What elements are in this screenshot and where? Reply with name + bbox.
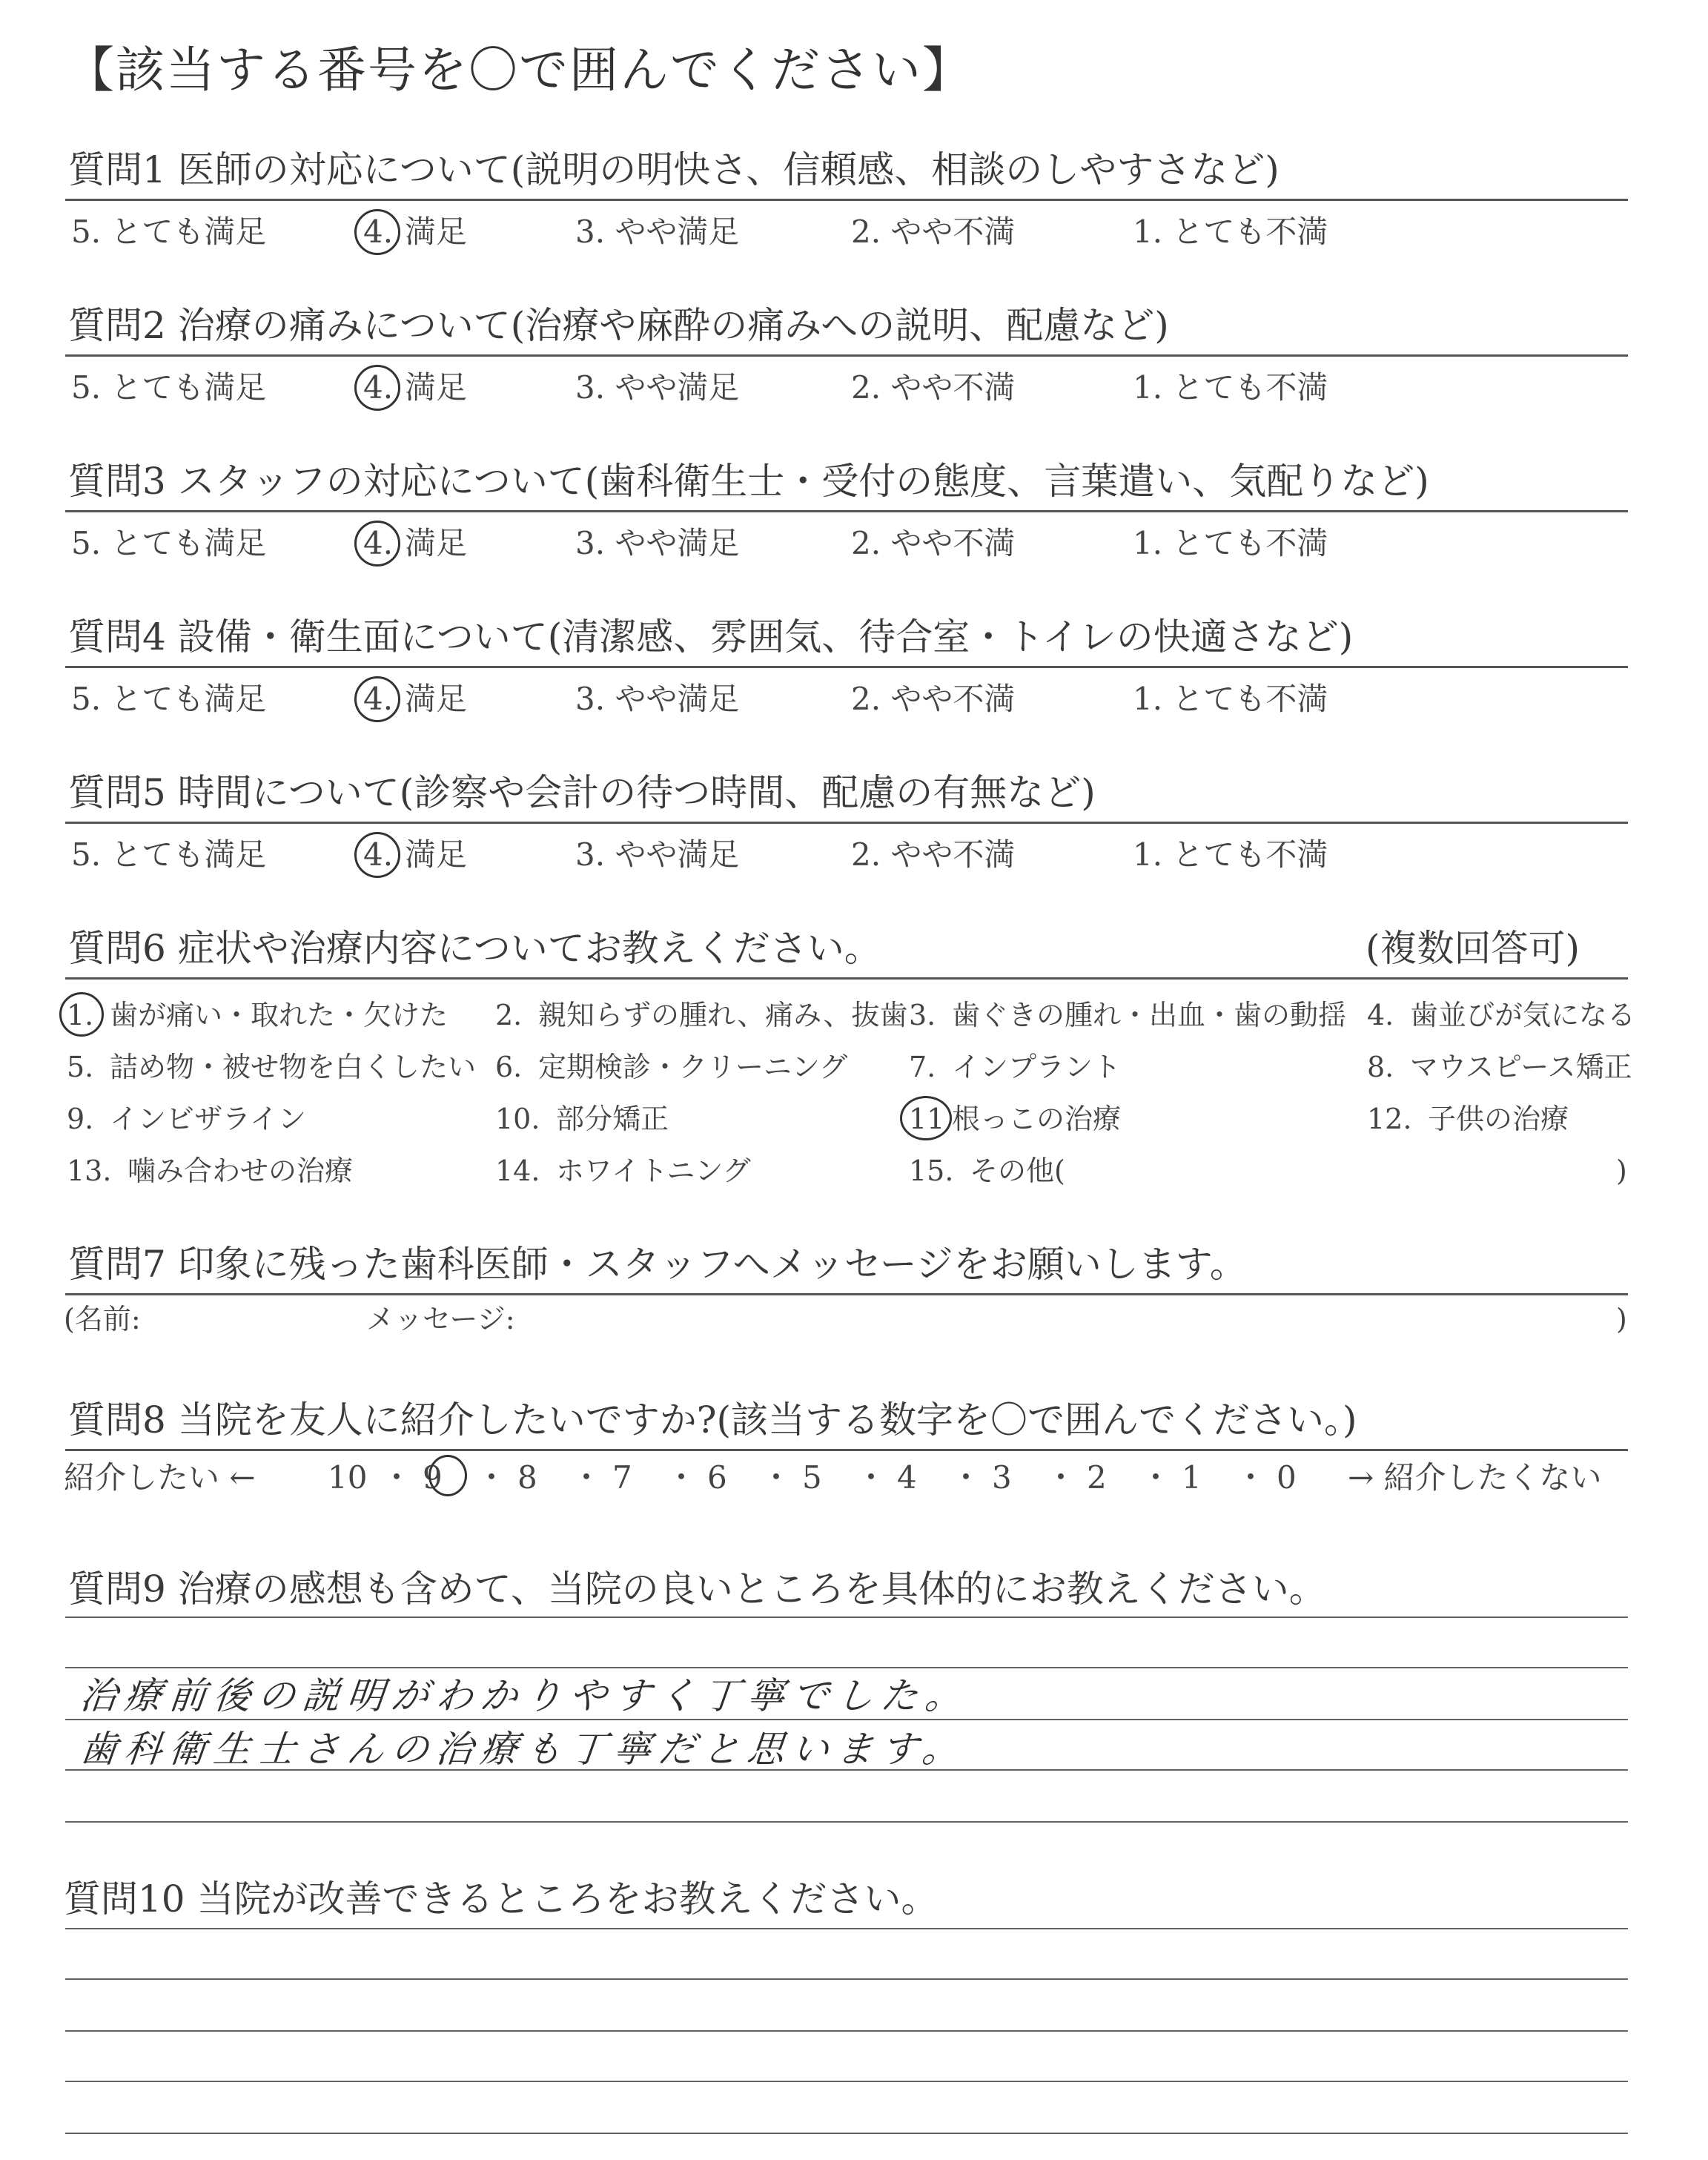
symptom-option-number[interactable]: 6. — [495, 1051, 523, 1083]
symptom-option-number[interactable]: 2. — [495, 999, 523, 1031]
option-satisfied[interactable]: 満足 — [405, 681, 468, 717]
option-somewhat-satisfied[interactable]: 3. やや満足 — [575, 525, 740, 561]
answer-line — [65, 1719, 1628, 1720]
handwritten-answer-line-2: 歯科衛生士さんの治療も丁寧だと思います。 — [77, 1728, 970, 1771]
option-very-satisfied[interactable]: 5. とても満足 — [71, 214, 267, 250]
symptom-option-label[interactable]: 親知らずの腫れ、痛み、抜歯 — [538, 999, 908, 1031]
name-label[interactable]: (名前: — [64, 1303, 141, 1335]
option-very-satisfied[interactable]: 5. とても満足 — [71, 525, 267, 561]
scale-dot: ・ — [950, 1459, 982, 1496]
symptom-option-label[interactable]: 根っこの治療 — [952, 1103, 1122, 1135]
question-title-5: 質問5 時間について(診察や会計の待つ時間、配慮の有無など) — [68, 771, 1096, 814]
option-somewhat-dissatisfied[interactable]: 2. やや不満 — [851, 681, 1016, 717]
option-somewhat-satisfied[interactable]: 3. やや満足 — [575, 214, 740, 250]
option-very-dissatisfied[interactable]: 1. とても不満 — [1133, 369, 1328, 406]
answer-line — [65, 1616, 1628, 1618]
symptom-option-number[interactable]: 9. — [67, 1103, 94, 1135]
recommend-score[interactable]: 9 — [423, 1459, 443, 1496]
symptom-option-number[interactable]: 11 — [909, 1103, 945, 1135]
selected-circle — [354, 521, 400, 567]
option-4-number[interactable]: 4. — [363, 214, 394, 250]
question-underline — [65, 354, 1628, 357]
option-very-dissatisfied[interactable]: 1. とても不満 — [1133, 681, 1328, 717]
recommend-score[interactable]: 5 — [802, 1459, 822, 1496]
question-underline — [65, 1293, 1628, 1295]
option-very-dissatisfied[interactable]: 1. とても不満 — [1133, 525, 1328, 561]
selected-circle — [59, 992, 104, 1037]
selected-circle — [428, 1455, 467, 1496]
selected-circle — [900, 1096, 952, 1140]
recommend-score[interactable]: 2 — [1087, 1459, 1107, 1496]
scale-dot: ・ — [761, 1459, 792, 1496]
symptom-option-number[interactable]: 8. — [1367, 1051, 1394, 1083]
selected-circle — [354, 676, 400, 722]
symptom-option-label[interactable]: 定期検診・クリーニング — [538, 1051, 848, 1083]
option-satisfied[interactable]: 満足 — [405, 525, 468, 561]
answer-line — [65, 2030, 1628, 2032]
symptom-option-number[interactable]: 14. — [495, 1155, 540, 1187]
question-title-8: 質問8 当院を友人に紹介したいですか?(該当する数字を〇で囲んでください。) — [68, 1398, 1357, 1441]
symptom-option-number[interactable]: 12. — [1367, 1103, 1412, 1135]
symptom-option-label[interactable]: 詰め物・被せ物を白くしたい — [110, 1051, 477, 1083]
question-underline — [65, 666, 1628, 668]
option-somewhat-dissatisfied[interactable]: 2. やや不満 — [851, 214, 1016, 250]
option-4-number[interactable]: 4. — [363, 836, 394, 873]
option-very-dissatisfied[interactable]: 1. とても不満 — [1133, 214, 1328, 250]
symptom-option-label[interactable]: 歯ぐきの腫れ・出血・歯の動揺 — [952, 999, 1347, 1031]
symptom-option-label[interactable]: インプラント — [952, 1051, 1122, 1083]
scale-dot: ・ — [571, 1459, 603, 1496]
symptom-option-number[interactable]: 4. — [1367, 999, 1394, 1031]
question-title-2: 質問2 治療の痛みについて(治療や麻酔の痛みへの説明、配慮など) — [68, 304, 1169, 347]
symptom-option-label[interactable]: インビザライン — [110, 1103, 306, 1135]
scale-dot: ・ — [1235, 1459, 1267, 1496]
symptom-option-label[interactable]: 噛み合わせの治療 — [128, 1155, 354, 1187]
question-underline — [65, 510, 1628, 512]
option-somewhat-dissatisfied[interactable]: 2. やや不満 — [851, 525, 1016, 561]
recommend-right-label: → 紹介したくない — [1348, 1459, 1602, 1496]
question-underline — [65, 1449, 1628, 1451]
selected-circle — [354, 209, 400, 255]
option-satisfied[interactable]: 満足 — [405, 369, 468, 406]
question-title-3: 質問3 スタッフの対応について(歯科衛生士・受付の態度、言葉遣い、気配りなど) — [68, 460, 1429, 503]
answer-line — [65, 1667, 1628, 1668]
form-header: 【該当する番号を〇で囲んでください】 — [65, 42, 973, 99]
question-title-6: 質問6 症状や治療内容についてお教えください。 — [68, 927, 881, 970]
option-4-number[interactable]: 4. — [363, 369, 394, 406]
message-close-paren: ) — [1616, 1303, 1627, 1335]
symptom-option-label[interactable]: 子供の治療 — [1428, 1103, 1569, 1135]
selected-circle — [354, 365, 400, 411]
other-close-paren: ) — [1616, 1155, 1627, 1187]
symptom-option-number[interactable]: 1. — [67, 999, 94, 1031]
question-title-4: 質問4 設備・衛生面について(清潔感、雰囲気、待合室・トイレの快適さなど) — [68, 615, 1354, 658]
scale-dot: ・ — [476, 1459, 508, 1496]
option-somewhat-satisfied[interactable]: 3. やや満足 — [575, 369, 740, 406]
multiple-answers-note: (複数回答可) — [1366, 927, 1580, 970]
scale-dot: ・ — [1045, 1459, 1077, 1496]
scale-dot: ・ — [855, 1459, 887, 1496]
symptom-option-label[interactable]: ホワイトニング — [556, 1155, 751, 1187]
option-somewhat-satisfied[interactable]: 3. やや満足 — [575, 836, 740, 873]
symptom-option-label[interactable]: その他( — [970, 1155, 1065, 1187]
symptom-option-number[interactable]: 10. — [495, 1103, 540, 1135]
question-underline — [65, 199, 1628, 201]
scale-dot: ・ — [666, 1459, 698, 1496]
option-4-number[interactable]: 4. — [363, 681, 394, 717]
option-somewhat-dissatisfied[interactable]: 2. やや不満 — [851, 836, 1016, 873]
option-4-number[interactable]: 4. — [363, 525, 394, 561]
symptom-option-number[interactable]: 7. — [909, 1051, 936, 1083]
option-very-satisfied[interactable]: 5. とても満足 — [71, 369, 267, 406]
option-very-satisfied[interactable]: 5. とても満足 — [71, 681, 267, 717]
question-title-1: 質問1 医師の対応について(説明の明快さ、信頼感、相談のしやすさなど) — [68, 148, 1280, 191]
option-satisfied[interactable]: 満足 — [405, 836, 468, 873]
option-somewhat-satisfied[interactable]: 3. やや満足 — [575, 681, 740, 717]
answer-line — [65, 2081, 1628, 2082]
symptom-option-label[interactable]: 部分矯正 — [556, 1103, 669, 1135]
symptom-option-number[interactable]: 3. — [909, 999, 936, 1031]
recommend-score[interactable]: 6 — [707, 1459, 727, 1496]
option-very-satisfied[interactable]: 5. とても満足 — [71, 836, 267, 873]
question-title-7: 質問7 印象に残った歯科医師・スタッフへメッセージをお願いします。 — [68, 1243, 1247, 1286]
answer-line — [65, 1928, 1628, 1929]
symptom-option-number[interactable]: 13. — [67, 1155, 112, 1187]
scale-dot: ・ — [381, 1459, 413, 1496]
recommend-score[interactable]: 7 — [612, 1459, 632, 1496]
symptom-option-label[interactable]: 歯が痛い・取れた・欠けた — [110, 999, 448, 1031]
answer-line — [65, 2133, 1628, 2134]
recommend-score[interactable]: 8 — [517, 1459, 537, 1496]
scale-dot: ・ — [1140, 1459, 1172, 1496]
handwritten-answer-line-1: 治療前後の説明がわかりやすく丁寧でした。 — [77, 1674, 973, 1717]
symptom-option-label[interactable]: 歯並びが気になる — [1410, 999, 1636, 1031]
recommend-score[interactable]: 0 — [1277, 1459, 1297, 1496]
recommend-score[interactable]: 4 — [897, 1459, 917, 1496]
option-very-dissatisfied[interactable]: 1. とても不満 — [1133, 836, 1328, 873]
answer-line — [65, 1821, 1628, 1823]
question-underline — [65, 822, 1628, 824]
recommend-left-label: 紹介したい ← — [64, 1459, 256, 1496]
symptom-option-number[interactable]: 15. — [909, 1155, 954, 1187]
question-title-9: 質問9 治療の感想も含めて、当院の良いところを具体的にお教えください。 — [68, 1568, 1326, 1611]
recommend-score[interactable]: 10 — [328, 1459, 368, 1496]
answer-line — [65, 1978, 1628, 1980]
option-satisfied[interactable]: 満足 — [405, 214, 468, 250]
question-underline — [65, 977, 1628, 980]
question-title-10: 質問10 当院が改善できるところをお教えください。 — [64, 1877, 939, 1920]
recommend-score[interactable]: 1 — [1182, 1459, 1202, 1496]
symptom-option-label[interactable]: マウスピース矯正 — [1410, 1051, 1632, 1083]
symptom-option-number[interactable]: 5. — [67, 1051, 94, 1083]
message-label[interactable]: メッセージ: — [366, 1303, 515, 1335]
selected-circle — [354, 832, 400, 878]
option-somewhat-dissatisfied[interactable]: 2. やや不満 — [851, 369, 1016, 406]
recommend-score[interactable]: 3 — [992, 1459, 1012, 1496]
